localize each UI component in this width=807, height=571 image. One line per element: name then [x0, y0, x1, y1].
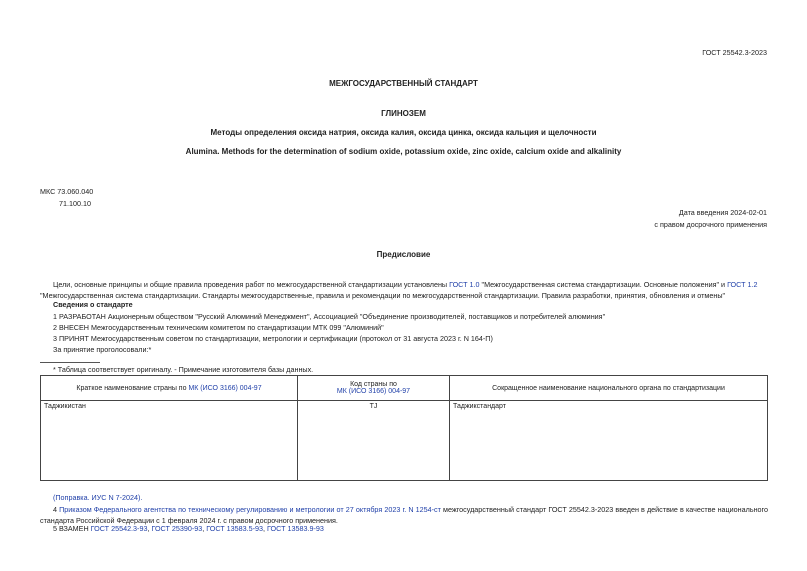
mk-iso-link[interactable]: МК (ИСО 3166) 004-97: [188, 384, 262, 392]
amendment-note[interactable]: (Поправка. ИУС N 7-2024).: [53, 493, 143, 502]
mk-iso-link-2[interactable]: МК (ИСО 3166) 004-97: [336, 388, 411, 395]
foreword-text-end: "Межгосударственная система стандартизации. Стандарты межгосударственные, правила и рекомендации по межгосударственной стандартизации. Правила разработки, принятия, обновления и отмены": [40, 291, 726, 300]
footnote: * Таблица соответствует оригиналу. - Примечание изготовителя базы данных.: [53, 365, 314, 374]
foreword-heading: Предисловие: [376, 250, 431, 259]
replaced-gost-link-3[interactable]: ГОСТ 13583.5-93: [206, 524, 264, 533]
table-header-row: [41, 376, 768, 401]
voting-table: [40, 375, 768, 481]
cell-code: TJ: [298, 401, 450, 481]
header-body: Сокращенное наименование национального органа по стандартизации: [450, 376, 768, 401]
header-country: Краткое наименование страны по МК (ИСО 3166) 004-97: [41, 376, 298, 401]
table-row: [41, 401, 768, 481]
cell-body: Таджикстандарт: [450, 401, 768, 481]
item-1: 1 РАЗРАБОТАН Акционерным обществом "Русский Алюминий Менеджмент", Ассоциацией "Объединение производителей, поставщиков и потребителей алюминия": [53, 312, 606, 321]
subtitle-ru: Методы определения оксида натрия, оксида калия, оксида цинка, оксида кальция и щелочности: [210, 128, 597, 137]
order-link[interactable]: Приказом Федерального агентства по техническому регулированию и метрологии от 27 октября 2023 г. N 1254-ст: [59, 505, 441, 514]
item-5: 5 ВЗАМЕН ГОСТ 25542.3-93, ГОСТ 25390-93, ГОСТ 13583.5-93, ГОСТ 13583.9-93: [53, 524, 324, 533]
replaced-gost-link-2[interactable]: ГОСТ 25390-93: [151, 524, 203, 533]
gost-1-0-link[interactable]: ГОСТ 1.0: [449, 280, 480, 289]
header-code: Код страны по МК (ИСО 3166) 004-97: [298, 376, 450, 401]
item-4: 4 Приказом Федерального агентства по техническому регулированию и метрологии от 27 октября 2023 г. N 1254-ст межгосударственный стандарт ГОСТ 25542.3-2023 введен в действие в качестве национального стандарта Российской Федерации с 1 февраля 2024 г. с правом досрочного применения.: [40, 505, 769, 525]
standard-name: ГЛИНОЗЕМ: [381, 109, 426, 118]
mks-code-2: 71.100.10: [59, 199, 91, 208]
foreword-text-start: Цели, основные принципы и общие правила проведения работ по межгосударственной стандартизации установлены: [53, 280, 450, 289]
item-2: 2 ВНЕСЕН Межгосударственным техническим комитетом по стандартизации МТК 099 "Алюминий": [53, 323, 384, 332]
document-code: ГОСТ 25542.3-2023: [702, 48, 767, 57]
voted-label: За принятие проголосовали:*: [53, 345, 152, 354]
item-3: 3 ПРИНЯТ Межгосударственным советом по стандартизации, метрологии и сертификации (протокол от 31 августа 2023 г. N 164-П): [53, 334, 493, 343]
info-heading: Сведения о стандарте: [53, 300, 133, 309]
standard-type: МЕЖГОСУДАРСТВЕННЫЙ СТАНДАРТ: [329, 79, 478, 88]
intro-date: Дата введения 2024-02-01: [678, 208, 767, 217]
early-application: с правом досрочного применения: [654, 220, 767, 229]
replaced-gost-link-4[interactable]: ГОСТ 13583.9-93: [267, 524, 324, 533]
foreword-paragraph: [40, 279, 768, 301]
gost-1-2-link[interactable]: ГОСТ 1.2: [727, 280, 758, 289]
subtitle-en: Alumina. Methods for the determination of sodium oxide, potassium oxide, zinc oxide, calcium oxide and alkalinity: [185, 147, 622, 156]
foreword-text-mid: "Межгосударственная система стандартизации. Основные положения" и: [479, 280, 728, 289]
footnote-divider: [40, 362, 100, 363]
replaced-gost-link-1[interactable]: ГОСТ 25542.3-93: [90, 524, 148, 533]
mks-code-1: МКС 73.060.040: [40, 187, 94, 196]
cell-country: Таджикистан: [41, 401, 298, 481]
